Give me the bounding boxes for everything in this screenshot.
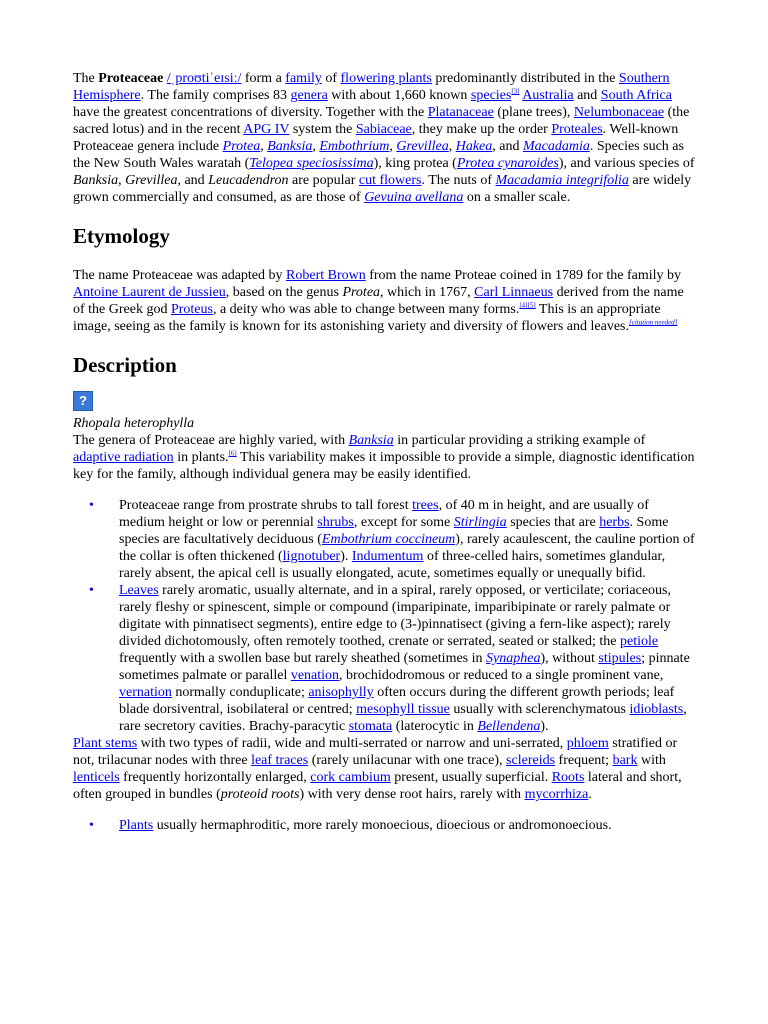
list-item-habit	[119, 497, 695, 582]
text: This variability makes it impossible to provide a simple, diagnostic identification key for the family, although individual genera may be easily identified.	[73, 450, 695, 482]
link-protea-cynaroides[interactable]: Protea cynaroides	[456, 156, 559, 171]
text: (plane trees),	[493, 105, 574, 120]
article-subject: Proteaceae	[98, 71, 164, 86]
link-flowering-plants[interactable]: flowering plants	[340, 71, 432, 86]
link-gevuina-avellana[interactable]: Gevuina avellana	[364, 190, 464, 205]
text: lateral and short, often grouped in bundles (	[73, 770, 682, 802]
link-telopea-speciosissima[interactable]: Telopea speciosissima	[249, 156, 374, 171]
text: The genera of Proteaceae are highly varied, with	[73, 433, 349, 448]
text: ).	[340, 549, 352, 564]
description-list-2	[73, 817, 695, 834]
text: . The nuts of	[421, 173, 496, 188]
link-embothrium-coccineum[interactable]: Embothrium coccineum	[321, 532, 456, 547]
text: ,	[312, 139, 320, 154]
text: , brochidodromous or reduced to a single prominent vane,	[339, 668, 664, 683]
text: , a deity who was able to change between many forms.	[212, 302, 520, 317]
link-nelumbonaceae[interactable]: Nelumbonaceae	[573, 105, 665, 120]
text: from the name Proteae coined in 1789 for the family by	[365, 268, 682, 283]
link-phloem[interactable]: phloem	[566, 736, 609, 751]
text: species that are	[506, 515, 600, 530]
link-idioblasts[interactable]: idioblasts	[629, 702, 684, 717]
citation-needed-link[interactable]: [citation needed]	[628, 318, 678, 327]
text: (rarely unilacunar with one trace),	[308, 753, 507, 768]
link-indumentum[interactable]: Indumentum	[351, 549, 424, 564]
missing-image-icon[interactable]: ?	[73, 391, 93, 411]
text: ), without	[540, 651, 599, 666]
text: , of 40 m in height, and are usually of medium height or low or perennial	[119, 498, 649, 530]
link-leaf-traces[interactable]: leaf traces	[251, 753, 309, 768]
link-apg-iv[interactable]: APG IV	[243, 122, 290, 137]
citation-link[interactable]: [6]	[228, 449, 237, 458]
text: in particular providing a striking example of	[393, 433, 646, 448]
text: are popular	[288, 173, 359, 188]
link-hakea[interactable]: Hakea	[455, 139, 493, 154]
description-list	[73, 497, 695, 735]
text: predominantly distributed in the	[431, 71, 619, 86]
italic-text: proteoid roots	[220, 787, 300, 802]
text: ; pinnate sometimes palmate or parallel	[119, 651, 690, 683]
link-proteus[interactable]: Proteus	[170, 302, 213, 317]
link-shrubs[interactable]: shrubs	[317, 515, 354, 530]
link-stomata[interactable]: stomata	[348, 719, 393, 734]
text: usually with sclerenchymatous	[449, 702, 630, 717]
text: , which in 1767,	[380, 285, 475, 300]
link-genera[interactable]: genera	[290, 88, 328, 103]
text: stratified or not, trilacunar nodes with three	[73, 736, 678, 768]
link-macadamia-integrifolia[interactable]: Macadamia integrifolia	[495, 173, 629, 188]
link-bark[interactable]: bark	[612, 753, 638, 768]
text: with about 1,660 known	[327, 88, 471, 103]
link-southern-hemisphere[interactable]: Southern Hemisphere	[73, 71, 670, 103]
list-item-plants	[119, 817, 695, 834]
text: , based on the genus	[225, 285, 343, 300]
text: , except for some	[353, 515, 454, 530]
link-cork-cambium[interactable]: cork cambium	[310, 770, 391, 785]
link-banksia[interactable]: Banksia	[348, 433, 394, 448]
link-adaptive-radiation[interactable]: adaptive radiation	[73, 450, 174, 465]
text: This is an appropriate image, seeing as the family is known for its astonishing variety and diversity of flowers and leaves.	[73, 302, 661, 334]
link-sclereids[interactable]: sclereids	[506, 753, 556, 768]
text: ), rarely acaulescent, the cauline portion of the collar is often thickened (	[119, 532, 695, 564]
text: of	[321, 71, 341, 86]
link-grevillea[interactable]: Grevillea	[396, 139, 449, 154]
link-lignotuber[interactable]: lignotuber	[282, 549, 341, 564]
text: (laterocytic in	[392, 719, 478, 734]
link-plants[interactable]: Plants	[119, 818, 154, 833]
link-robert-brown[interactable]: Robert Brown	[286, 268, 366, 283]
image-caption: Rhopala heterophylla	[73, 416, 195, 431]
text: with two types of radii, wide and multi-serrated or narrow and uni-serrated,	[137, 736, 567, 751]
link-stipules[interactable]: stipules	[598, 651, 642, 666]
text: . The family comprises 83	[140, 88, 291, 103]
link-vernation[interactable]: vernation	[119, 685, 172, 700]
text: . Some species are facultatively deciduous (	[119, 515, 669, 547]
text: and	[573, 88, 601, 103]
pronunciation-link[interactable]: /ˌproʊtiˈeɪsiː/	[166, 71, 242, 86]
text: usually hermaphroditic, more rarely monoecious, dioecious or andromonoecious.	[153, 818, 612, 833]
link-mesophyll-tissue[interactable]: mesophyll tissue	[356, 702, 450, 717]
text: , they make up the order	[411, 122, 552, 137]
link-australia[interactable]: Australia	[522, 88, 574, 103]
text: present, usually superficial.	[390, 770, 552, 785]
section-heading-etymology: Etymology	[73, 224, 170, 248]
citation-link[interactable]: [3]	[511, 87, 520, 96]
link-carl-linnaeus[interactable]: Carl Linnaeus	[474, 285, 554, 300]
link-roots[interactable]: Roots	[551, 770, 585, 785]
link-proteales[interactable]: Proteales	[551, 122, 603, 137]
stems-paragraph	[73, 735, 695, 803]
description-paragraph	[73, 432, 695, 483]
text: ,	[389, 139, 397, 154]
text: derived from the name of the Greek god	[73, 285, 684, 317]
link-protea[interactable]: Protea	[222, 139, 261, 154]
link-cut-flowers[interactable]: cut flowers	[358, 173, 422, 188]
text: , and	[177, 173, 209, 188]
link-stirlingia[interactable]: Stirlingia	[453, 515, 507, 530]
text: in plants.	[173, 450, 229, 465]
text: have the greatest concentrations of diversity. Together with the	[73, 105, 428, 120]
link-species[interactable]: species	[470, 88, 512, 103]
italic-text: Protea	[342, 285, 381, 300]
text: frequently with a swollen base but rarely sheathed (sometimes in	[119, 651, 487, 666]
text: , and	[492, 139, 523, 154]
link-synaphea[interactable]: Synaphea	[486, 651, 541, 666]
list-item-leaves	[119, 582, 695, 735]
text: ,	[448, 139, 456, 154]
text: Proteaceae range from prostrate shrubs to tall forest	[119, 498, 413, 513]
link-jussieu[interactable]: Antoine Laurent de Jussieu	[73, 285, 226, 300]
text: . Species such as the New South Wales waratah (	[73, 139, 684, 171]
link-banksia[interactable]: Banksia	[267, 139, 313, 154]
link-trees[interactable]: trees	[412, 498, 439, 513]
text: ), king protea (	[373, 156, 457, 171]
citation-link[interactable]: [4][5]	[519, 301, 536, 310]
text: are widely grown commercially and consumed, as are those of	[73, 173, 692, 205]
text: frequent;	[555, 753, 613, 768]
text: . Well-known Proteaceae genera include	[73, 122, 679, 154]
link-embothrium[interactable]: Embothrium	[319, 139, 390, 154]
text: The name Proteaceae was adapted by	[73, 268, 287, 283]
text: ) with very dense root hairs, rarely with	[299, 787, 525, 802]
link-family[interactable]: family	[285, 71, 322, 86]
text: of three-celled hairs, sometimes glandular, rarely absent, the apical cell is usually elongated, acute, sometimes equally or unequally bifid.	[119, 549, 666, 581]
link-petiole[interactable]: petiole	[620, 634, 659, 649]
link-leaves[interactable]: Leaves	[119, 583, 159, 598]
link-south-africa[interactable]: South Africa	[600, 88, 672, 103]
text: .	[588, 787, 592, 802]
text: , rare secretory cavities. Brachy-paracytic	[119, 702, 687, 734]
link-venation[interactable]: venation	[290, 668, 340, 683]
link-mycorrhiza[interactable]: mycorrhiza	[524, 787, 589, 802]
link-plant-stems[interactable]: Plant stems	[73, 736, 138, 751]
link-lenticels[interactable]: lenticels	[73, 770, 120, 785]
link-sabiaceae[interactable]: Sabiaceae	[355, 122, 412, 137]
link-bellendena[interactable]: Bellendena	[477, 719, 541, 734]
text: ), and various species of	[558, 156, 695, 171]
text: on a smaller scale.	[463, 190, 571, 205]
text: form a	[241, 71, 286, 86]
text: system the	[289, 122, 356, 137]
text: rarely aromatic, usually alternate, and in a spiral, rarely opposed, or verticilate; coriaceous, rarely fleshy or spinescent, simple or compound (imparipinate, imparibipinate or rarely palmate or digitate with pinnatisect segments), entire edge to (3-)pinnatisect (giving a fern-like aspect); rarely divided dichotomously, often remotely toothed, crenate or serrated, seated or stalked; the	[119, 583, 671, 649]
text: The	[73, 71, 99, 86]
text: often occurs during the different growth periods; leaf blade dorsiventral, isobilateral or centred;	[119, 685, 675, 717]
text: normally conduplicate;	[171, 685, 309, 700]
etymology-paragraph	[73, 267, 695, 335]
text: frequently horizontally enlarged,	[119, 770, 311, 785]
text: ).	[540, 719, 549, 734]
link-herbs[interactable]: herbs	[599, 515, 630, 530]
intro-paragraph	[73, 0, 695, 206]
link-macadamia[interactable]: Macadamia	[522, 139, 590, 154]
text: ,	[260, 139, 268, 154]
italic-text: Leucadendron	[208, 173, 289, 188]
italic-text: Grevillea	[125, 173, 178, 188]
text: with	[637, 753, 666, 768]
text: ,	[118, 173, 126, 188]
link-anisophylly[interactable]: anisophylly	[308, 685, 374, 700]
section-heading-description: Description	[73, 353, 177, 377]
link-platanaceae[interactable]: Platanaceae	[427, 105, 494, 120]
text: (the sacred lotus) and in the recent	[73, 105, 690, 137]
italic-text: Banksia	[73, 173, 119, 188]
